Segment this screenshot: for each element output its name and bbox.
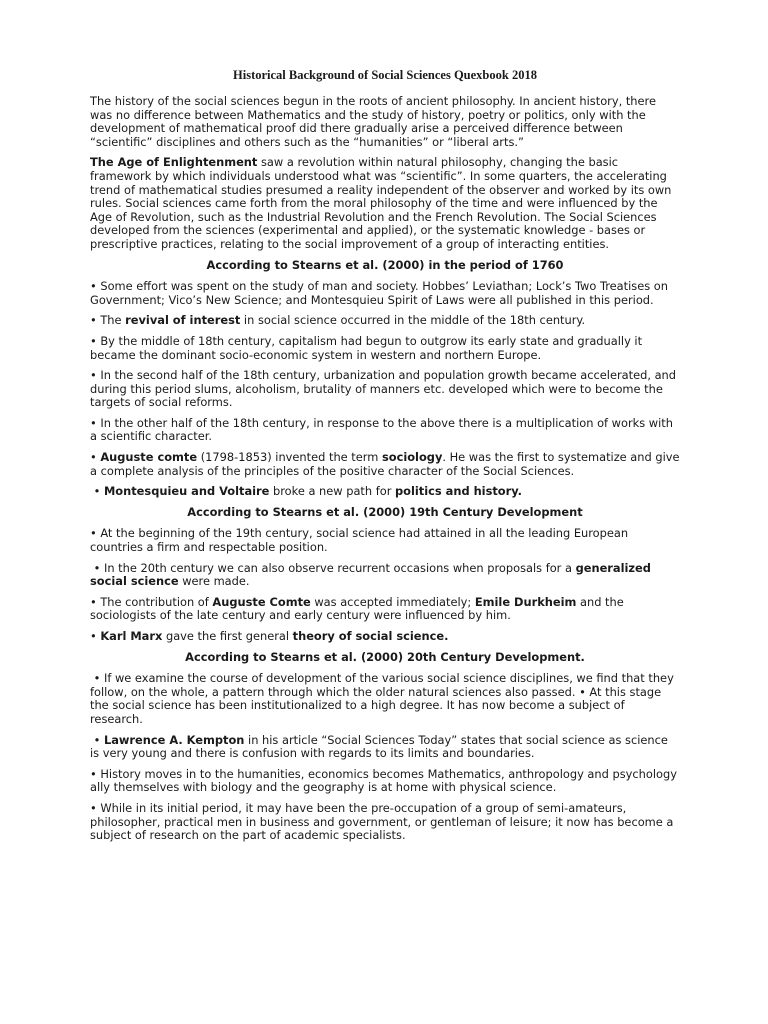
text-run: was accepted immediately; bbox=[310, 594, 475, 609]
bold-run: Emile Durkheim bbox=[474, 594, 577, 609]
section3-bullet-3: • History moves in to the humanities, economics becomes Mathematics, anthropology and psychology ally themselves with biology and the geography is at home with physical science. bbox=[90, 766, 677, 795]
section2-bullet-1: • At the beginning of the 19th century, social science had attained in all the leading European countries a firm and respectable position. bbox=[90, 526, 629, 555]
section1-bullet-3: • By the middle of 18th century, capitalism had begun to outgrow its early state and gradually it became the dominant socio-economic system in western and northern Europe. bbox=[90, 333, 643, 362]
section1-bullet-5: • In the other half of the 18th century, in response to the above there is a multiplication of works with a scientific character. bbox=[90, 415, 673, 444]
enlightenment-paragraph bbox=[90, 156, 680, 251]
text-run: (1798-1853) invented the term bbox=[197, 450, 382, 465]
text-run: • bbox=[90, 629, 101, 643]
bold-run: Auguste comte bbox=[100, 450, 198, 465]
section3-bullet-4: • While in its initial period, it may have been the pre-occupation of a group of semi-amateurs, philosopher, practical men in business and government, or gentleman of leisure; it now has become a subject of research on the part of academic specialists. bbox=[90, 800, 674, 843]
text-run: gave the first general bbox=[162, 629, 293, 643]
text-run: • The contribution of bbox=[90, 594, 213, 609]
text-run: broke a new path for bbox=[269, 484, 396, 499]
section1-bullet-6 bbox=[90, 451, 680, 478]
text-run: • bbox=[90, 484, 104, 499]
section-19th-century-heading: According to Stearns et al. (2000) 19th Century Development bbox=[187, 504, 583, 519]
section1-bullet-4: • In the second half of the 18th century, urbanization and population growth became accelerated, and during this period slums, alcoholism, brutality of manners etc. developed which were to become the targets of social reforms. bbox=[90, 368, 677, 410]
bold-run: Montesquieu and Voltaire bbox=[103, 484, 270, 499]
bold-run: sociology bbox=[381, 450, 443, 465]
enlightenment-text: saw a revolution within natural philosophy, changing the basic framework by which individuals understood what was “scientific”. In some quarters, the accelerating trend of mathematical studies presumed a reality independent of the observer and worked by its own rules. Social sciences came forth from the moral philosophy of the time and were influenced by the Age of Revolution, such as the Industrial Revolution and the French Revolution. The Social Sciences developed from the sciences (experimental and applied), or the systematic knowledge - bases or prescriptive practices, relating to the social improvement of a group of interacting entities. bbox=[90, 155, 672, 251]
bold-run: Auguste Comte bbox=[212, 594, 311, 609]
text-run: • bbox=[90, 450, 101, 465]
section2-bullet-2 bbox=[90, 562, 680, 589]
section3-bullet-2 bbox=[90, 734, 680, 761]
bold-run: generalized social science bbox=[90, 560, 655, 589]
section2-bullet-4 bbox=[90, 630, 680, 644]
text-run: in his article “Social Sciences Today” states that social science as science is very young and there is confusion with regards to its limits and boundaries. bbox=[90, 732, 672, 761]
bold-run: politics and history. bbox=[395, 484, 522, 499]
enlightenment-term: The Age of Enlightenment bbox=[90, 155, 258, 170]
text-run: and the sociologists of the late century and early century were influenced by him. bbox=[90, 594, 624, 623]
section3-bullet-1: • If we examine the course of development of the various social science disciplines, we find that they follow, on the whole, a pattern through which the older natural sciences also passed. • At this stage the social science has been institutionalized to a high degree. It has now become a subject of research. bbox=[90, 671, 678, 726]
section1-bullet-2 bbox=[90, 314, 680, 328]
bold-run: revival of interest bbox=[125, 313, 241, 328]
text-run: • The bbox=[90, 313, 126, 328]
bold-run: Lawrence A. Kempton bbox=[103, 732, 245, 747]
section-1760-heading: According to Stearns et al. (2000) in the period of 1760 bbox=[206, 257, 564, 272]
section-20th-century-heading: According to Stearns et al. (2000) 20th Century Development. bbox=[185, 649, 585, 664]
document-title: Historical Background of Social Sciences Quexbook 2018 bbox=[233, 68, 537, 82]
intro-paragraph: The history of the social sciences begun in the roots of ancient philosophy. In ancient history, there was no difference between Mathematics and the study of history, poetry or politics, only with the development of mathematical proof did there gradually arise a perceived difference between “scientific” disciplines and others such as the “humanities” or “liberal arts.” bbox=[90, 94, 656, 149]
bold-run: Karl Marx bbox=[100, 629, 163, 643]
section1-bullet-1: • Some effort was spent on the study of man and society. Hobbes’ Leviathan; Lock’s Two Treatises on Government; Vico’s New Science; and Montesquieu Spirit of Laws were all published in this period. bbox=[90, 279, 668, 307]
text-run: were made. bbox=[178, 574, 250, 589]
section2-bullet-3 bbox=[90, 596, 680, 623]
section1-bullet-7 bbox=[90, 485, 680, 499]
text-run: • bbox=[90, 732, 104, 747]
text-run: in social science occurred in the middle of the 18th century. bbox=[240, 313, 586, 328]
bold-run: theory of social science. bbox=[292, 629, 449, 643]
text-run: • In the 20th century we can also observe recurrent occasions when proposals for a bbox=[90, 560, 576, 575]
text-run: . He was the first to systematize and give a complete analysis of the principles of the positive character of the Social Sciences. bbox=[90, 450, 680, 478]
